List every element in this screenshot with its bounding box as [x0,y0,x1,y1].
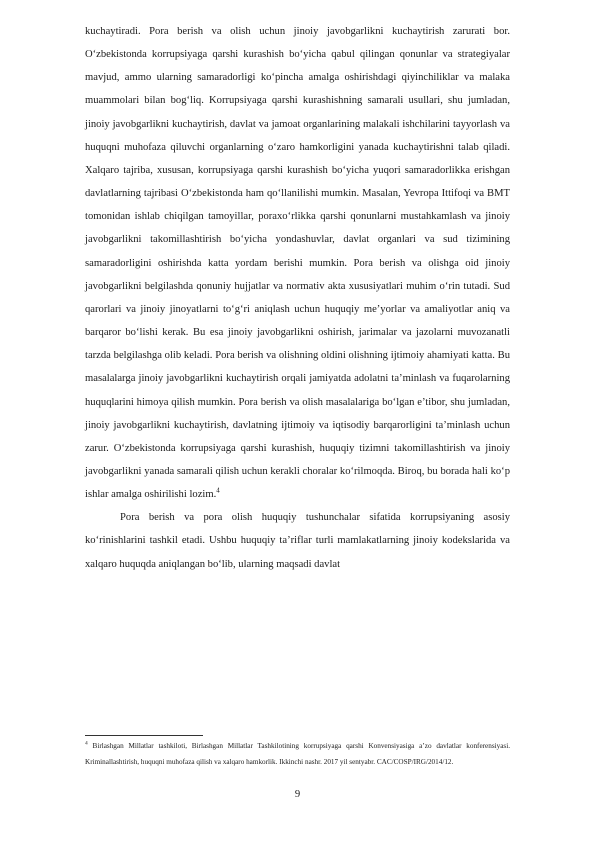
body-text [85,20,510,576]
paragraph-text: kuchaytiradi. Pora berish va olish uchun jinoiy javobgarlikni kuchaytirish zarurati bor. O‘zbekistonda korrupsiyaga qarshi kurashish bo‘yicha qabul qilingan qonunlar va strategiyalar mavjud, ammo ularning samaradorligi ko‘pincha amalga oshirishdagi qiyinchiliklar va malaka muammolari bilan bog‘liq. Korrupsiyaga qarshi kurashishning samarali usullari, shu jumladan, jinoiy javobgarlikni kuchaytirish, davlat va jamoat organlarining malakali ishchilarini tayyorlash va huquqni muhofaza qiluvchi organlarning o‘zaro hamkorligini yanada kuchaytirishni talab qiladi. Xalqaro tajriba, xususan, korrupsiyaga qarshi kurashish bo‘yicha yuqori samaradorlikka erishgan davlatlarning tajribasi O‘zbekistonda ham qo‘llanilishi mumkin. Masalan, Yevropa Ittifoqi va BMT tomonidan ishlab chiqilgan tamoyillar, poraxo‘rlikka qarshi qonunlarni mustahkamlash va jinoiy javobgarlikni takomillashtirish bo‘yicha yondashuvlar, davlat organlari va sud tizimining samaradorligini oshirishda katta yordam berishi mumkin. Pora berish va olishga oid jinoiy javobgarlikni belgilashda qonuniy hujjatlar va normativ akta xususiyatlari muhim o‘rin tutadi. Sud qarorlari va jinoiy jinoyatlarni to‘g‘ri aniqlash uchun huquqiy me’yorlar va amaliyotlar aniq va barqaror bo‘lishi kerak. Bu esa jinoiy javobgarlikni oshirish, jarimalar va jazolarni muvozanatli tarzda belgilashga olib keladi. Pora berish va olishning oldini olishning ijtimoiy ahamiyati katta. Bu masalalarga jinoiy javobgarlikni kuchaytirish orqali jamiyatda adolatni ta’minlash va fuqarolarning huquqlarini himoya qilish mumkin. Pora berish va olish masalalariga bo‘lgan e’tibor, shu jumladan, jinoiy javobgarlikni kuchaytirish, davlatning ijtimoiy va iqtisodiy barqarorligini ta’minlash uchun zarur. O‘zbekistonda korrupsiyaga qarshi kurashish, huquqiy tizimni takomillashtirish va jinoiy javobgarlikni yanada samarali qilish uchun kerakli choralar ko‘rilmoqda. Biroq, bu borada hali ko‘p ishlar amalga oshirilishi lozim. [85,26,510,501]
paragraph: Pora berish va pora olish huquqiy tushunchalar sifatida korrupsiyaning asosiy ko‘rinishlarini tashkil etadi. Ushbu huquqiy ta’riflar turli mamlakatlarning jinoiy kodekslarida va xalqaro huquqda aniqlangan bo‘lib, ularning maqsadi davlat [85,512,510,570]
footnote-number: 4 [85,740,88,747]
footnote-reference[interactable]: 4 [216,486,220,495]
footnote-separator [85,735,203,736]
footnote-text: Birlashgan Millatlar tashkiloti, Birlashgan Millatlar Tashkilotining korrupsiyaga qarshi Konvensiyasiga a’zo davlatlar konferensiyasi. Kriminallashtirish, huquqni muhofaza qilish va xalqaro hamkorlik. Ikkinchi nashr. 2017 yil sentyabr. CAC/COSP/IRG/2014/12. [85,742,510,766]
paragraph [85,20,510,506]
page-number: 9 [294,789,301,800]
footnote [85,739,510,771]
